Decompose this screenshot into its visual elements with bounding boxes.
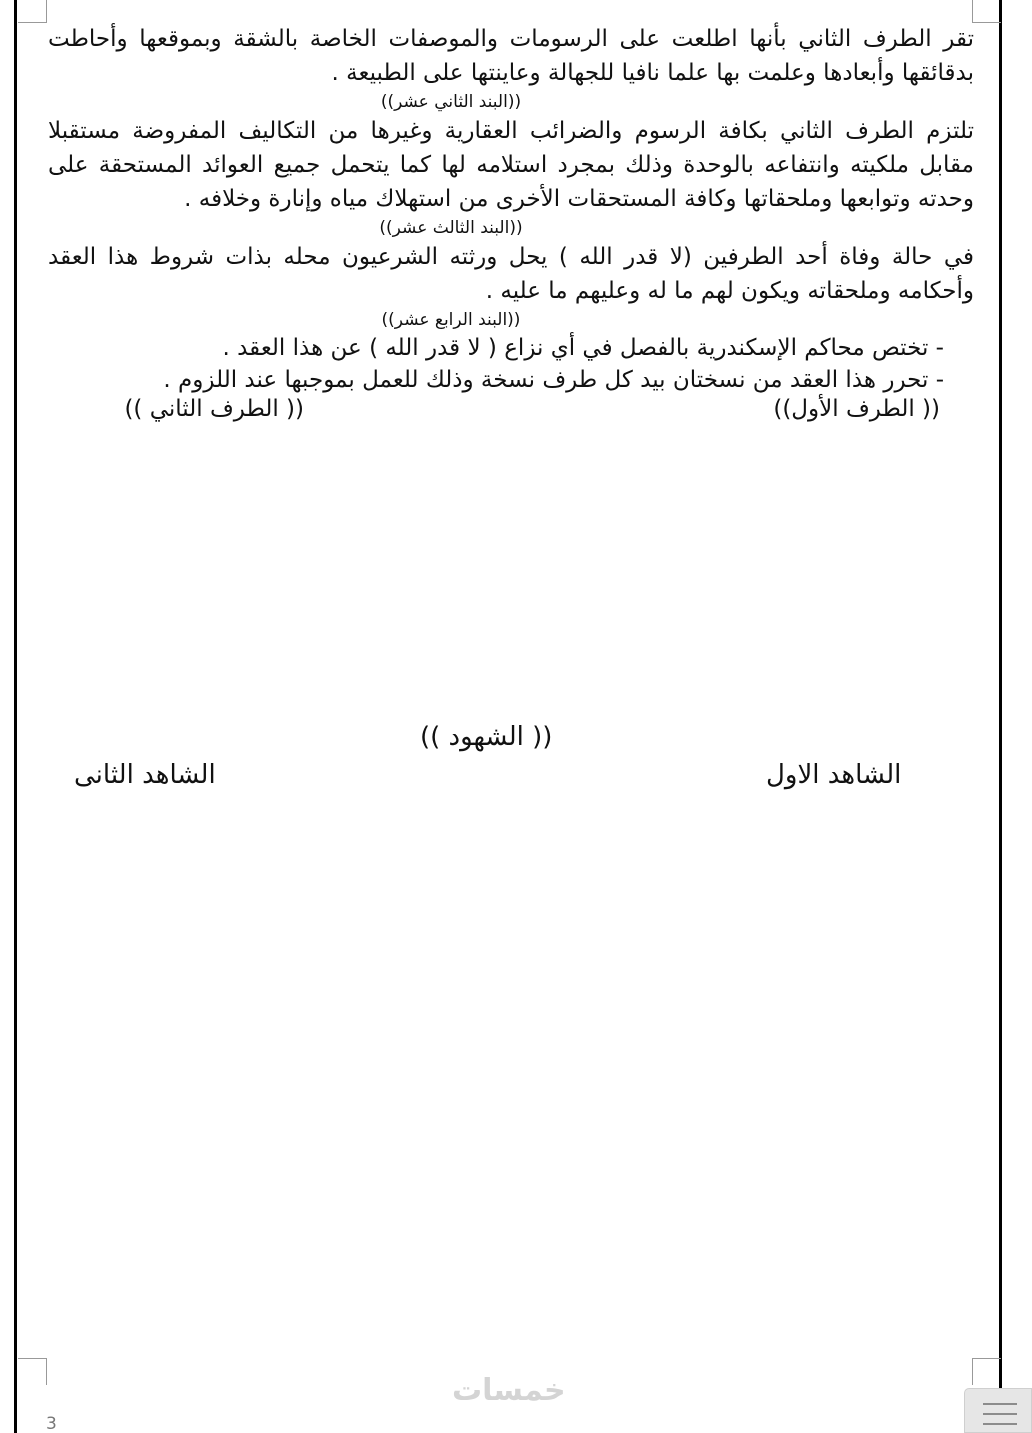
crop-mark-bottom-left	[18, 1358, 47, 1385]
witness-second-label: الشاهد الثانى	[74, 760, 216, 790]
clause-14-title: ((البند الرابع عشر))	[381, 310, 521, 330]
crop-mark-top-left	[18, 0, 47, 23]
bullet-copies: - تحرر هذا العقد من نسختان بيد كل طرف نسخة وذلك للعمل بموجبها عند اللزوم .	[163, 367, 944, 393]
crop-mark-top-right	[972, 0, 1001, 23]
witness-first-label: الشاهد الاول	[766, 760, 902, 790]
party-second-label: (( الطرف الثاني ))	[124, 396, 304, 422]
crop-mark-bottom-right	[972, 1358, 1001, 1385]
page-number: 3	[46, 1414, 57, 1433]
paragraph-inspection: تقر الطرف الثاني بأنها اطلعت على الرسومات والموصفات الخاصة بالشقة وبموقعها وأحاطت بدقائقها وأبعادها وعلمت بها علما نافيا للجهالة وعاينتها على الطبيعة .	[48, 26, 974, 86]
party-first-label: (( الطرف الأول))	[773, 396, 940, 422]
document-body	[48, 22, 974, 430]
clause-13-title: ((البند الثالث عشر))	[379, 218, 523, 238]
paragraph-heirs: في حالة وفاة أحد الطرفين (لا قدر الله ) يحل ورثته الشرعيون محله بذات شروط هذا العقد وأحكامه وملحقاته ويكون لهم ما له وعليهم ما عليه .	[48, 244, 974, 304]
parties-signature-row	[48, 396, 974, 430]
menu-button[interactable]	[964, 1388, 1032, 1433]
paragraph-fees: تلتزم الطرف الثاني بكافة الرسوم والضرائب العقارية وغيرها من التكاليف المفروضة مستقبلا مقابل ملكيته وانتفاعه بالوحدة وذلك بمجرد استلامه لها كما يتحمل جميع العوائد المستحقة على وحدته وتوابعها وملحقاتها وكافة المستحقات الأخرى من استهلاك مياه وإنارة وخلافه .	[48, 118, 974, 212]
watermark-logo: خمسات	[452, 1373, 566, 1408]
bullet-jurisdiction: - تختص محاكم الإسكندرية بالفصل في أي نزاع ( لا قدر الله ) عن هذا العقد .	[222, 335, 944, 361]
clause-12-title: ((البند الثاني عشر))	[380, 92, 522, 112]
witnesses-title: (( الشهود ))	[420, 722, 553, 752]
